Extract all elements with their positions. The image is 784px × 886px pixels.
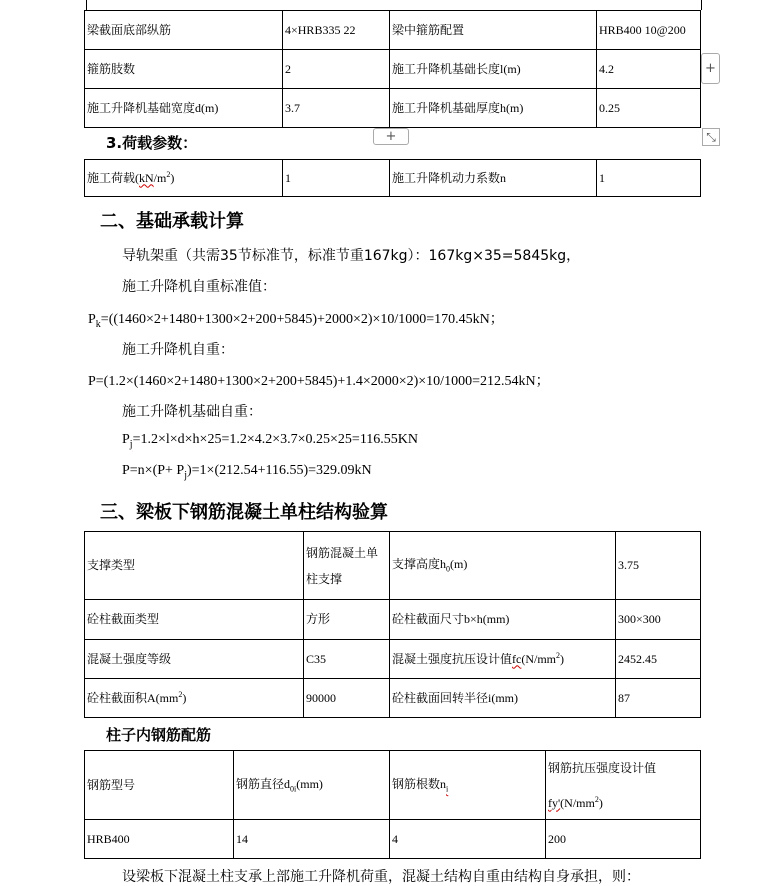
table-top-border: [86, 0, 702, 10]
cell-value: 4.2: [597, 50, 701, 89]
cell-label: 施工升降机基础厚度h(m): [390, 89, 597, 128]
cell-label: 施工升降机基础长度l(m): [390, 50, 597, 89]
load-label-end: ): [170, 171, 175, 186]
total-load-pre: P=n×(P+ P: [122, 463, 185, 478]
rebar-table: [84, 750, 701, 859]
pj-subscript: j: [129, 438, 133, 450]
table-row: [85, 160, 701, 197]
cell-value: 0.25: [597, 89, 701, 128]
diameter-sub: 0i: [290, 783, 297, 793]
strength-label: 钢筋抗压强度设计值: [548, 760, 657, 775]
cell-value: 300×300: [616, 600, 701, 640]
section3-title: 三、梁板下钢筋混凝土单柱结构验算: [100, 502, 388, 523]
area-label: 砼柱截面积A(mm: [87, 691, 179, 706]
p-formula: P=(1.2×(1460×2+1480+1300×2+200+5845)+1.4×2000×2)×10/1000=212.54kN；: [88, 374, 550, 389]
cell-label: 梁中箍筋配置: [390, 11, 597, 50]
load-label-unit: kN: [139, 171, 154, 186]
table-row: [85, 532, 701, 600]
pj-formula: [122, 432, 418, 450]
load-label-post: /m: [153, 171, 167, 186]
cell-label: 砼柱截面回转半径i(mm): [390, 679, 616, 718]
cell-value: 87: [616, 679, 701, 718]
load-params-table: [84, 159, 701, 197]
pk-formula: [88, 308, 504, 330]
fy-unit: (N/mm: [560, 795, 595, 810]
cell-label: 梁截面底部纵筋: [85, 11, 283, 50]
pk-subscript: k: [95, 318, 101, 330]
cell-value: 2: [283, 50, 390, 89]
table-resize-icon[interactable]: ⤡: [702, 128, 720, 146]
foundation-params-table: [84, 10, 701, 128]
cell-value: 3.7: [283, 89, 390, 128]
cell-label: 施工升降机动力系数n: [390, 160, 597, 197]
fc-symbol: fc: [512, 652, 522, 667]
cell-label: [390, 532, 616, 600]
cell-label: 箍筋肢数: [85, 50, 283, 89]
support-height-unit: (m): [450, 557, 468, 571]
rebar-subheading: 柱子内钢筋配筋: [106, 726, 212, 744]
concrete-strength-label: 混凝土强度抗压设计值: [392, 652, 513, 667]
add-column-button[interactable]: +: [701, 53, 720, 84]
cell-value: 4: [390, 820, 546, 859]
section2-title: 二、基础承载计算: [100, 211, 244, 232]
table-row: [85, 89, 701, 128]
fc-unit: (N/mm: [521, 652, 557, 667]
table-row: [85, 679, 701, 718]
fc-unit-sup: 2: [556, 651, 561, 661]
cell-value: HRB400 10@200: [597, 11, 701, 50]
pk-symbol: P: [88, 312, 96, 327]
cell-label: 砼柱截面类型: [85, 600, 304, 640]
header-cell: [390, 751, 546, 820]
cell-value: 1: [597, 160, 701, 197]
fy-symbol: fy': [548, 795, 561, 810]
foundation-weight-label: 施工升降机基础自重：: [122, 404, 262, 420]
count-label: 钢筋根数n: [392, 776, 447, 791]
fy-unit-end: ): [598, 795, 603, 810]
cell-label: [85, 160, 283, 197]
header-cell: 钢筋型号: [85, 751, 234, 820]
self-weight-label: 施工升降机自重：: [122, 342, 234, 358]
pj-symbol: P: [122, 432, 130, 447]
support-height-label: 支撑高度h: [392, 557, 447, 571]
table-row: [85, 820, 701, 859]
count-sub: i: [446, 783, 449, 793]
cell-value: 2452.45: [616, 640, 701, 679]
support-height-sub: 0: [446, 564, 451, 574]
total-load-formula: [122, 463, 372, 481]
cell-value: HRB400: [85, 820, 234, 859]
header-cell: [546, 751, 701, 820]
pj-expression: =1.2×l×d×h×25=1.2×4.2×3.7×0.25×25=116.55KN: [132, 432, 419, 447]
cell-value: 90000: [304, 679, 390, 718]
cell-value: 200: [546, 820, 701, 859]
load-label-pre: 施工荷载(: [87, 171, 139, 186]
cell-label: 混凝土强度等级: [85, 640, 304, 679]
cell-value: 4×HRB335 22: [283, 11, 390, 50]
cell-value: 方形: [304, 600, 390, 640]
pk-expression: =((1460×2+1480+1300×2+200+5845)+2000×2)×10/1000=170.45kN；: [100, 312, 504, 327]
column-params-table: [84, 531, 701, 718]
cell-value: 1: [283, 160, 390, 197]
table-row: [85, 50, 701, 89]
table-row: [85, 640, 701, 679]
table-row: [85, 600, 701, 640]
table-row: [85, 751, 701, 820]
header-cell: [234, 751, 390, 820]
fy-unit-sup: 2: [594, 794, 599, 804]
cell-label: [390, 640, 616, 679]
add-row-button[interactable]: +: [373, 128, 409, 145]
load-params-heading: 3.荷载参数：: [106, 134, 198, 152]
guide-rail-weight-text: 导轨架重（共需35节标准节，标准节重167kg）：167kg×35=5845kg，: [122, 248, 581, 264]
cell-value: 14: [234, 820, 390, 859]
self-weight-standard-label: 施工升降机自重标准值：: [122, 279, 276, 295]
cell-label: 砼柱截面尺寸b×h(mm): [390, 600, 616, 640]
total-load-subscript: j: [184, 469, 187, 481]
cell-label: [85, 679, 304, 718]
area-end: ): [182, 691, 187, 706]
area-sup: 2: [178, 690, 183, 700]
cell-value: C35: [304, 640, 390, 679]
table-row: [85, 11, 701, 50]
bottom-paragraph: 设梁板下混凝土柱支承上部施工升降机荷重，混凝土结构自重由结构自身承担，则：: [122, 869, 640, 885]
cell-label: 施工升降机基础宽度d(m): [85, 89, 283, 128]
cell-value: 3.75: [616, 532, 701, 600]
diameter-label: 钢筋直径d: [236, 776, 291, 791]
diameter-unit: (mm): [296, 776, 323, 791]
cell-value: 钢筋混凝土单柱支撑: [304, 532, 390, 600]
cell-label: 支撑类型: [85, 532, 304, 600]
total-load-post: )=1×(212.54+116.55)=329.09kN: [187, 463, 372, 478]
load-label-sup: 2: [166, 170, 171, 180]
fc-unit-end: ): [560, 652, 565, 667]
